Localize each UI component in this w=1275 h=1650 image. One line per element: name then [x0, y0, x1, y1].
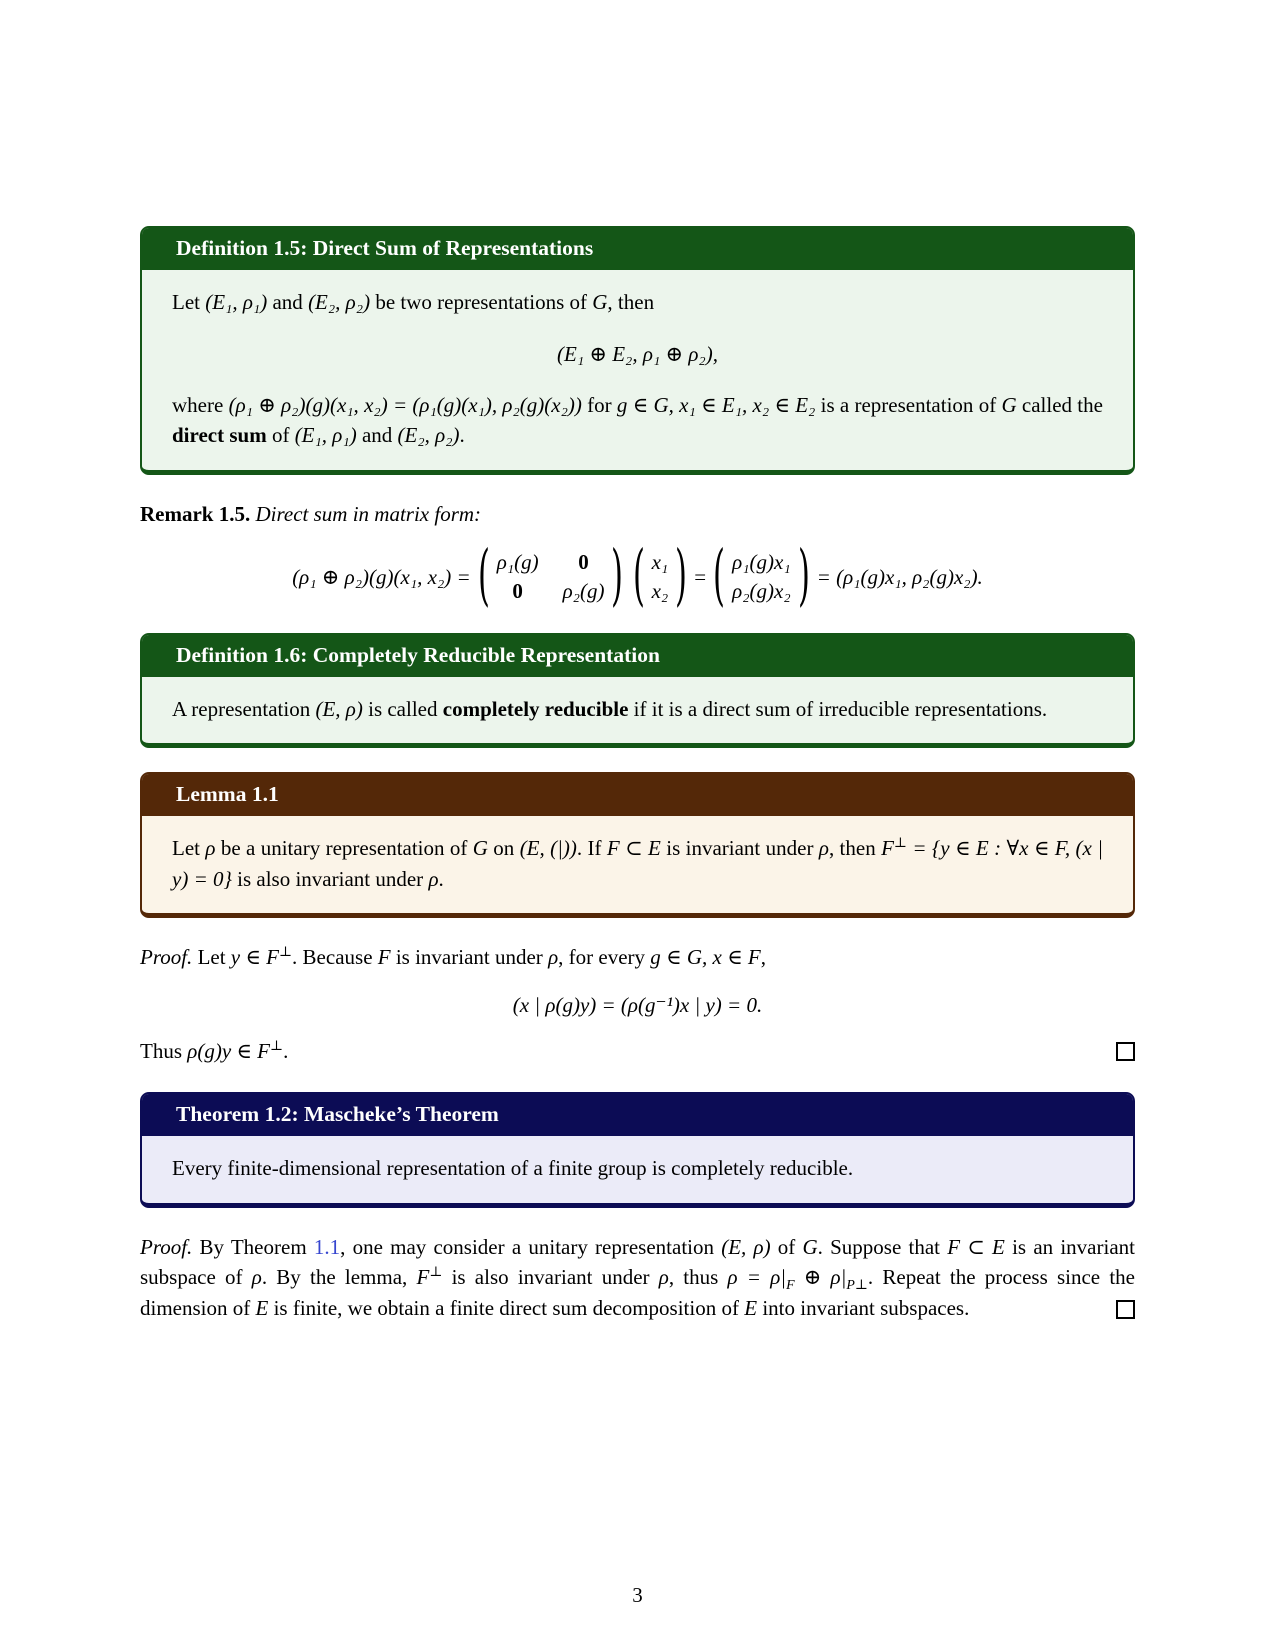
direct-sum-equation: (E₁ ⊕ E₂, ρ₁ ⊕ ρ₂), [557, 342, 718, 367]
text-segment: . [283, 1039, 289, 1064]
math-inline: F ⊂ E [947, 1234, 1005, 1259]
restriction-subscript: P⊥ [846, 1277, 868, 1293]
left-paren-icon: ( [477, 538, 490, 614]
math-inline: F ⊂ E [606, 836, 661, 861]
theorem-ref-link[interactable]: 1.1 [313, 1234, 341, 1259]
theorem-proof [140, 1232, 1135, 1323]
text-segment: . [459, 423, 465, 448]
proof-label: Proof. [140, 945, 193, 969]
text-segment: , then [828, 836, 882, 861]
right-paren-icon: ) [675, 538, 688, 614]
math-inline: y ∈ F [230, 945, 279, 969]
math-inline: ρ [658, 1265, 669, 1290]
completely-reducible-term: completely reducible [442, 696, 629, 721]
text-segment: is invariant under [660, 836, 819, 861]
math-inline: ρ [205, 836, 216, 861]
lemma-1-1-paragraph [172, 833, 1103, 894]
lemma-proof [140, 942, 1135, 972]
text-segment: . Because [292, 945, 378, 969]
math-inline: g ∈ G, x ∈ F [650, 945, 761, 969]
text-segment: Let [172, 290, 206, 314]
definition-1-6-body [142, 677, 1133, 743]
page-content [140, 226, 1135, 1323]
math-inline: ⊕ ρ| [794, 1265, 847, 1290]
text-segment: , one may consider a unitary representation [340, 1234, 722, 1259]
math-inline: (E₂, ρ₂) [397, 423, 460, 448]
math-inline: G [1001, 392, 1017, 417]
vector-cell: x₁ [651, 550, 669, 575]
text-segment: , thus [668, 1265, 728, 1290]
perp-superscript: ⊥ [270, 1038, 284, 1054]
proof-label: Proof. [140, 1234, 193, 1259]
proof-conclusion [140, 1039, 1135, 1064]
text-segment: where [172, 392, 229, 417]
page-number: 3 [632, 1583, 643, 1607]
text-segment: By Theorem [192, 1234, 314, 1259]
math-inline: G [802, 1234, 818, 1259]
remark-text: Direct sum in matrix form: [250, 501, 482, 526]
math-inline: E [255, 1295, 269, 1320]
text-segment: is finite, we obtain a finite direct sum decomposition of [268, 1295, 745, 1320]
math-inline: (ρ₁ ⊕ ρ₂)(g)(x₁, x₂) = (ρ₁(g)(x₁), ρ₂(g)(x₂)) [228, 392, 582, 417]
math-inline: ρ [548, 945, 559, 969]
vector-cell: x₂ [651, 579, 669, 604]
equation-tail: = (ρ₁(g)x₁, ρ₂(g)x₂). [816, 564, 983, 589]
text-segment: . Repeat the process since the dimension of [140, 1265, 1135, 1320]
matrix-cell: 0 [512, 579, 523, 604]
text-segment: . If [576, 836, 607, 861]
perp-superscript: ⊥ [429, 1264, 443, 1280]
remark-label: Remark 1.5. [140, 501, 251, 526]
math-inline: ρ [428, 866, 439, 891]
math-inline: F [881, 836, 894, 861]
math-inline: F [377, 945, 391, 969]
math-inline: g ∈ G, x₁ ∈ E₁, x₂ ∈ E₂ [616, 392, 816, 417]
math-inline: (E₂, ρ₂) [308, 290, 371, 314]
definition-1-5-paragraph-2 [172, 390, 1103, 451]
matrix-cell: ρ₂(g) [562, 579, 605, 604]
column-vector [652, 549, 669, 605]
remark-1-5 [140, 499, 1135, 529]
definition-1-5-box [140, 226, 1135, 475]
invariance-equation: (x | ρ(g)y) = (ρ(g⁻¹)x | y) = 0. [512, 993, 763, 1018]
text-segment: is an invariant subspace of [140, 1234, 1135, 1290]
definition-1-6-paragraph [172, 694, 1103, 724]
restriction-subscript: F [786, 1277, 795, 1293]
text-segment: , then [607, 290, 655, 314]
text-segment: called the [1016, 392, 1103, 417]
equals-sign: = [694, 564, 707, 589]
math-inline: F [416, 1265, 430, 1290]
matrix-cell: ρ₁(g) [496, 550, 539, 575]
math-inline: ρ = ρ| [727, 1265, 787, 1290]
matrix-form-equation [140, 538, 1135, 614]
text-segment: . By the lemma, [261, 1265, 417, 1290]
definition-1-6-box [140, 633, 1135, 748]
theorem-1-2-box [140, 1092, 1135, 1207]
equation-lhs: (ρ₁ ⊕ ρ₂)(g)(x₁, x₂) = [292, 564, 471, 589]
math-inline: E [744, 1295, 758, 1320]
theorem-1-2-body [142, 1136, 1133, 1202]
text-segment: Thus [140, 1039, 188, 1064]
math-inline: ρ(g)y ∈ F [187, 1039, 271, 1064]
right-paren-icon: ) [611, 538, 624, 614]
qed-symbol [1116, 1300, 1135, 1319]
text-segment: . [438, 866, 444, 891]
right-paren-icon: ) [797, 538, 810, 614]
math-inline: G [472, 836, 488, 861]
definition-1-6-title: Definition 1.6: Completely Reducible Representation [142, 635, 1133, 677]
text-segment: be a unitary representation of [215, 836, 473, 861]
text-segment: . Suppose that [817, 1234, 948, 1259]
block-matrix [497, 549, 605, 605]
text-segment: for [581, 392, 617, 417]
direct-sum-term: direct sum [172, 423, 267, 448]
lemma-1-1-title: Lemma 1.1 [142, 774, 1133, 816]
math-inline: ρ [818, 836, 829, 861]
math-inline: (E₁, ρ₁) [294, 423, 357, 448]
math-inline: = {y ∈ E : ∀x ∈ F, (x | y) = 0} [172, 836, 1103, 891]
vector-cell: ρ₁(g)x₁ [732, 550, 791, 575]
result-vector [732, 549, 791, 605]
perp-superscript: ⊥ [279, 944, 293, 959]
math-inline: (E, (|)) [519, 836, 577, 861]
perp-superscript: ⊥ [893, 835, 907, 851]
text-segment: is also invariant under [231, 866, 429, 891]
text-segment: , [760, 945, 766, 969]
lemma-1-1-box [140, 772, 1135, 918]
text-segment: and [267, 290, 309, 314]
text-segment: A representation [172, 696, 316, 721]
lemma-1-1-body [142, 816, 1133, 913]
math-inline: (E, ρ) [315, 696, 363, 721]
text-segment: be two representations of [370, 290, 593, 314]
math-inline: G [592, 290, 608, 314]
text-segment: is invariant under [390, 945, 549, 969]
qed-symbol [1116, 1042, 1135, 1061]
definition-1-5-title: Definition 1.5: Direct Sum of Representations [142, 228, 1133, 270]
text-segment: on [487, 836, 520, 861]
math-inline: ρ [251, 1265, 262, 1290]
theorem-1-2-paragraph: Every finite-dimensional representation of a finite group is completely reducible. [172, 1156, 854, 1181]
text-segment: Let [192, 945, 231, 969]
text-segment: into invariant subspaces. [757, 1295, 970, 1320]
text-segment: , for every [558, 945, 651, 969]
text-segment: is a representation of [815, 392, 1002, 417]
theorem-1-2-title: Theorem 1.2: Mascheke’s Theorem [142, 1094, 1133, 1136]
text-segment: is also invariant under [442, 1265, 659, 1290]
text-segment: if it is a direct sum of irreducible representations. [628, 696, 1048, 721]
left-paren-icon: ( [632, 538, 645, 614]
proof-conclusion-text [140, 1039, 288, 1064]
math-inline: (E₁, ρ₁) [205, 290, 268, 314]
matrix-cell: 0 [578, 550, 589, 575]
text-segment: of [770, 1234, 803, 1259]
math-inline: (E, ρ) [721, 1234, 771, 1259]
text-segment: and [356, 423, 398, 448]
text-segment: Let [172, 836, 206, 861]
definition-1-5-body [142, 270, 1133, 470]
left-paren-icon: ( [713, 538, 726, 614]
text-segment: of [266, 423, 295, 448]
text-segment: is called [362, 696, 443, 721]
definition-1-5-paragraph-1 [172, 287, 1103, 317]
vector-cell: ρ₂(g)x₂ [732, 579, 791, 604]
